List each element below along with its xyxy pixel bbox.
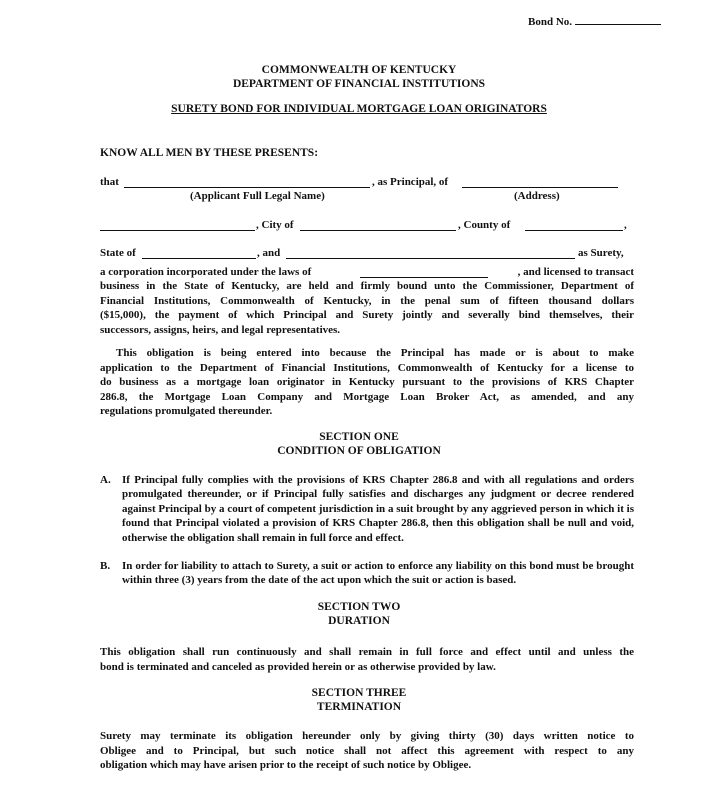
document-title	[0, 103, 718, 115]
applicant-name-caption: (Applicant Full Legal Name)	[190, 190, 325, 202]
section-two-line: bond is terminated and canceled as provided herein or as otherwise provided by law.	[100, 660, 496, 673]
and-label: , and	[257, 247, 281, 259]
section-two-heading: SECTION TWO	[317, 601, 401, 613]
county-comma: ,	[624, 219, 627, 231]
section-two-subheading: DURATION	[328, 615, 390, 627]
section-one-heading: SECTION ONE	[319, 431, 399, 443]
condition-item-text: In order for liability to attach to Surety, a suit or action to enforce any liability on this bond must be brought within three (3) years from the date of the act upon which the suit or action is based.	[122, 560, 634, 587]
condition-item-marker: B.	[100, 560, 111, 572]
city-field[interactable]	[300, 218, 456, 231]
state-label: State of	[100, 247, 136, 259]
bond-number-row	[528, 12, 661, 28]
paragraph2-line: regulations promulgated thereunder.	[100, 405, 273, 418]
paragraph1-line: business in the State of Kentucky, are held and firmly bound unto the Commissioner, Department of	[100, 280, 634, 292]
address-caption: (Address)	[514, 190, 560, 202]
as-surety-label: as Surety,	[578, 247, 624, 259]
condition-item-marker: A.	[100, 474, 111, 486]
that-label: that	[100, 176, 119, 188]
section-two-body	[100, 645, 634, 674]
paragraph2-body	[100, 346, 634, 419]
title-commonwealth: COMMONWEALTH OF KENTUCKY	[261, 64, 457, 76]
county-field[interactable]	[525, 218, 623, 231]
section-three-line: Surety may terminate its obligation hereunder only by giving thirty (30) days written notice to	[100, 730, 634, 742]
bond-number-label: Bond No.	[528, 16, 573, 28]
section-three-heading: SECTION THREE	[311, 687, 407, 699]
section-three-body	[100, 729, 634, 773]
county-label: , County of	[458, 219, 511, 231]
paragraph1-body	[100, 279, 634, 337]
condition-item-text: If Principal fully complies with the provisions of KRS Chapter 286.8 and with all regulations and orders promulgated thereunder, or if Principal fully satisfies and discharges any judgment or decree rendered against Principal by a court of competent jurisdiction in a suit brought by any aggrieved person in which it is found that Principal violated a provision of KRS Chapter 286.8, then this obligation shall be null and void, otherwise the obligation shall remain in full force and effect.	[122, 474, 634, 544]
condition-item-b	[100, 559, 634, 589]
section-two-line: This obligation shall run continuously and shall remain in full force and effect until and unless the	[100, 646, 634, 658]
state-field[interactable]	[142, 246, 256, 259]
address-field[interactable]	[462, 175, 618, 188]
section-one-subheading: CONDITION OF OBLIGATION	[277, 445, 441, 457]
paragraph2-line: application to the Department of Financial Institutions, Commonwealth of Kentucky for a license to	[100, 361, 634, 374]
paragraph1-first-line-start: a corporation incorporated under the laws of	[100, 266, 312, 278]
paragraph1-line: Financial Institutions, Commonwealth of Kentucky, in the penal sum of fifteen thousand dollars	[100, 294, 634, 307]
surety-name-field[interactable]	[286, 246, 575, 259]
bond-number-field[interactable]	[575, 12, 661, 25]
street-field[interactable]	[100, 218, 255, 231]
document-title-text: SURETY BOND FOR INDIVIDUAL MORTGAGE LOAN ORIGINATORS	[171, 103, 547, 115]
title-department: DEPARTMENT OF FINANCIAL INSTITUTIONS	[232, 78, 486, 90]
paragraph1-first-line-end: , and licensed to transact	[517, 266, 634, 278]
section-three-line: Obligee and to Principal, but such notice shall not affect this agreement with respect to any	[100, 744, 634, 757]
section-three-subheading: TERMINATION	[316, 701, 402, 713]
paragraph1-line: successors, assigns, heirs, and legal representatives.	[100, 323, 341, 336]
paragraph1-line: ($15,000), the payment of which Principal and Surety jointly and severally bind themselves, their	[100, 309, 634, 322]
paragraph2-line: 286.8, the Mortgage Loan Company and Mortgage Loan Broker Act, as amended, and any	[100, 390, 634, 403]
condition-item-a	[100, 473, 634, 559]
section-three-line: obligation which may have arisen prior to the receipt of such notice by Obligee.	[100, 759, 472, 772]
applicant-name-field[interactable]	[124, 175, 370, 188]
intro-heading: KNOW ALL MEN BY THESE PRESENTS:	[100, 147, 319, 159]
paragraph2-line: This obligation is being entered into because the Principal has made or is about to make	[116, 347, 634, 359]
city-label: , City of	[256, 219, 294, 231]
paragraph2-line: do business as a mortgage loan originator in Kentucky pursuant to the provisions of KRS Chapter	[100, 376, 634, 389]
as-principal-label: , as Principal, of	[372, 176, 449, 188]
incorporation-state-field[interactable]	[360, 265, 488, 278]
